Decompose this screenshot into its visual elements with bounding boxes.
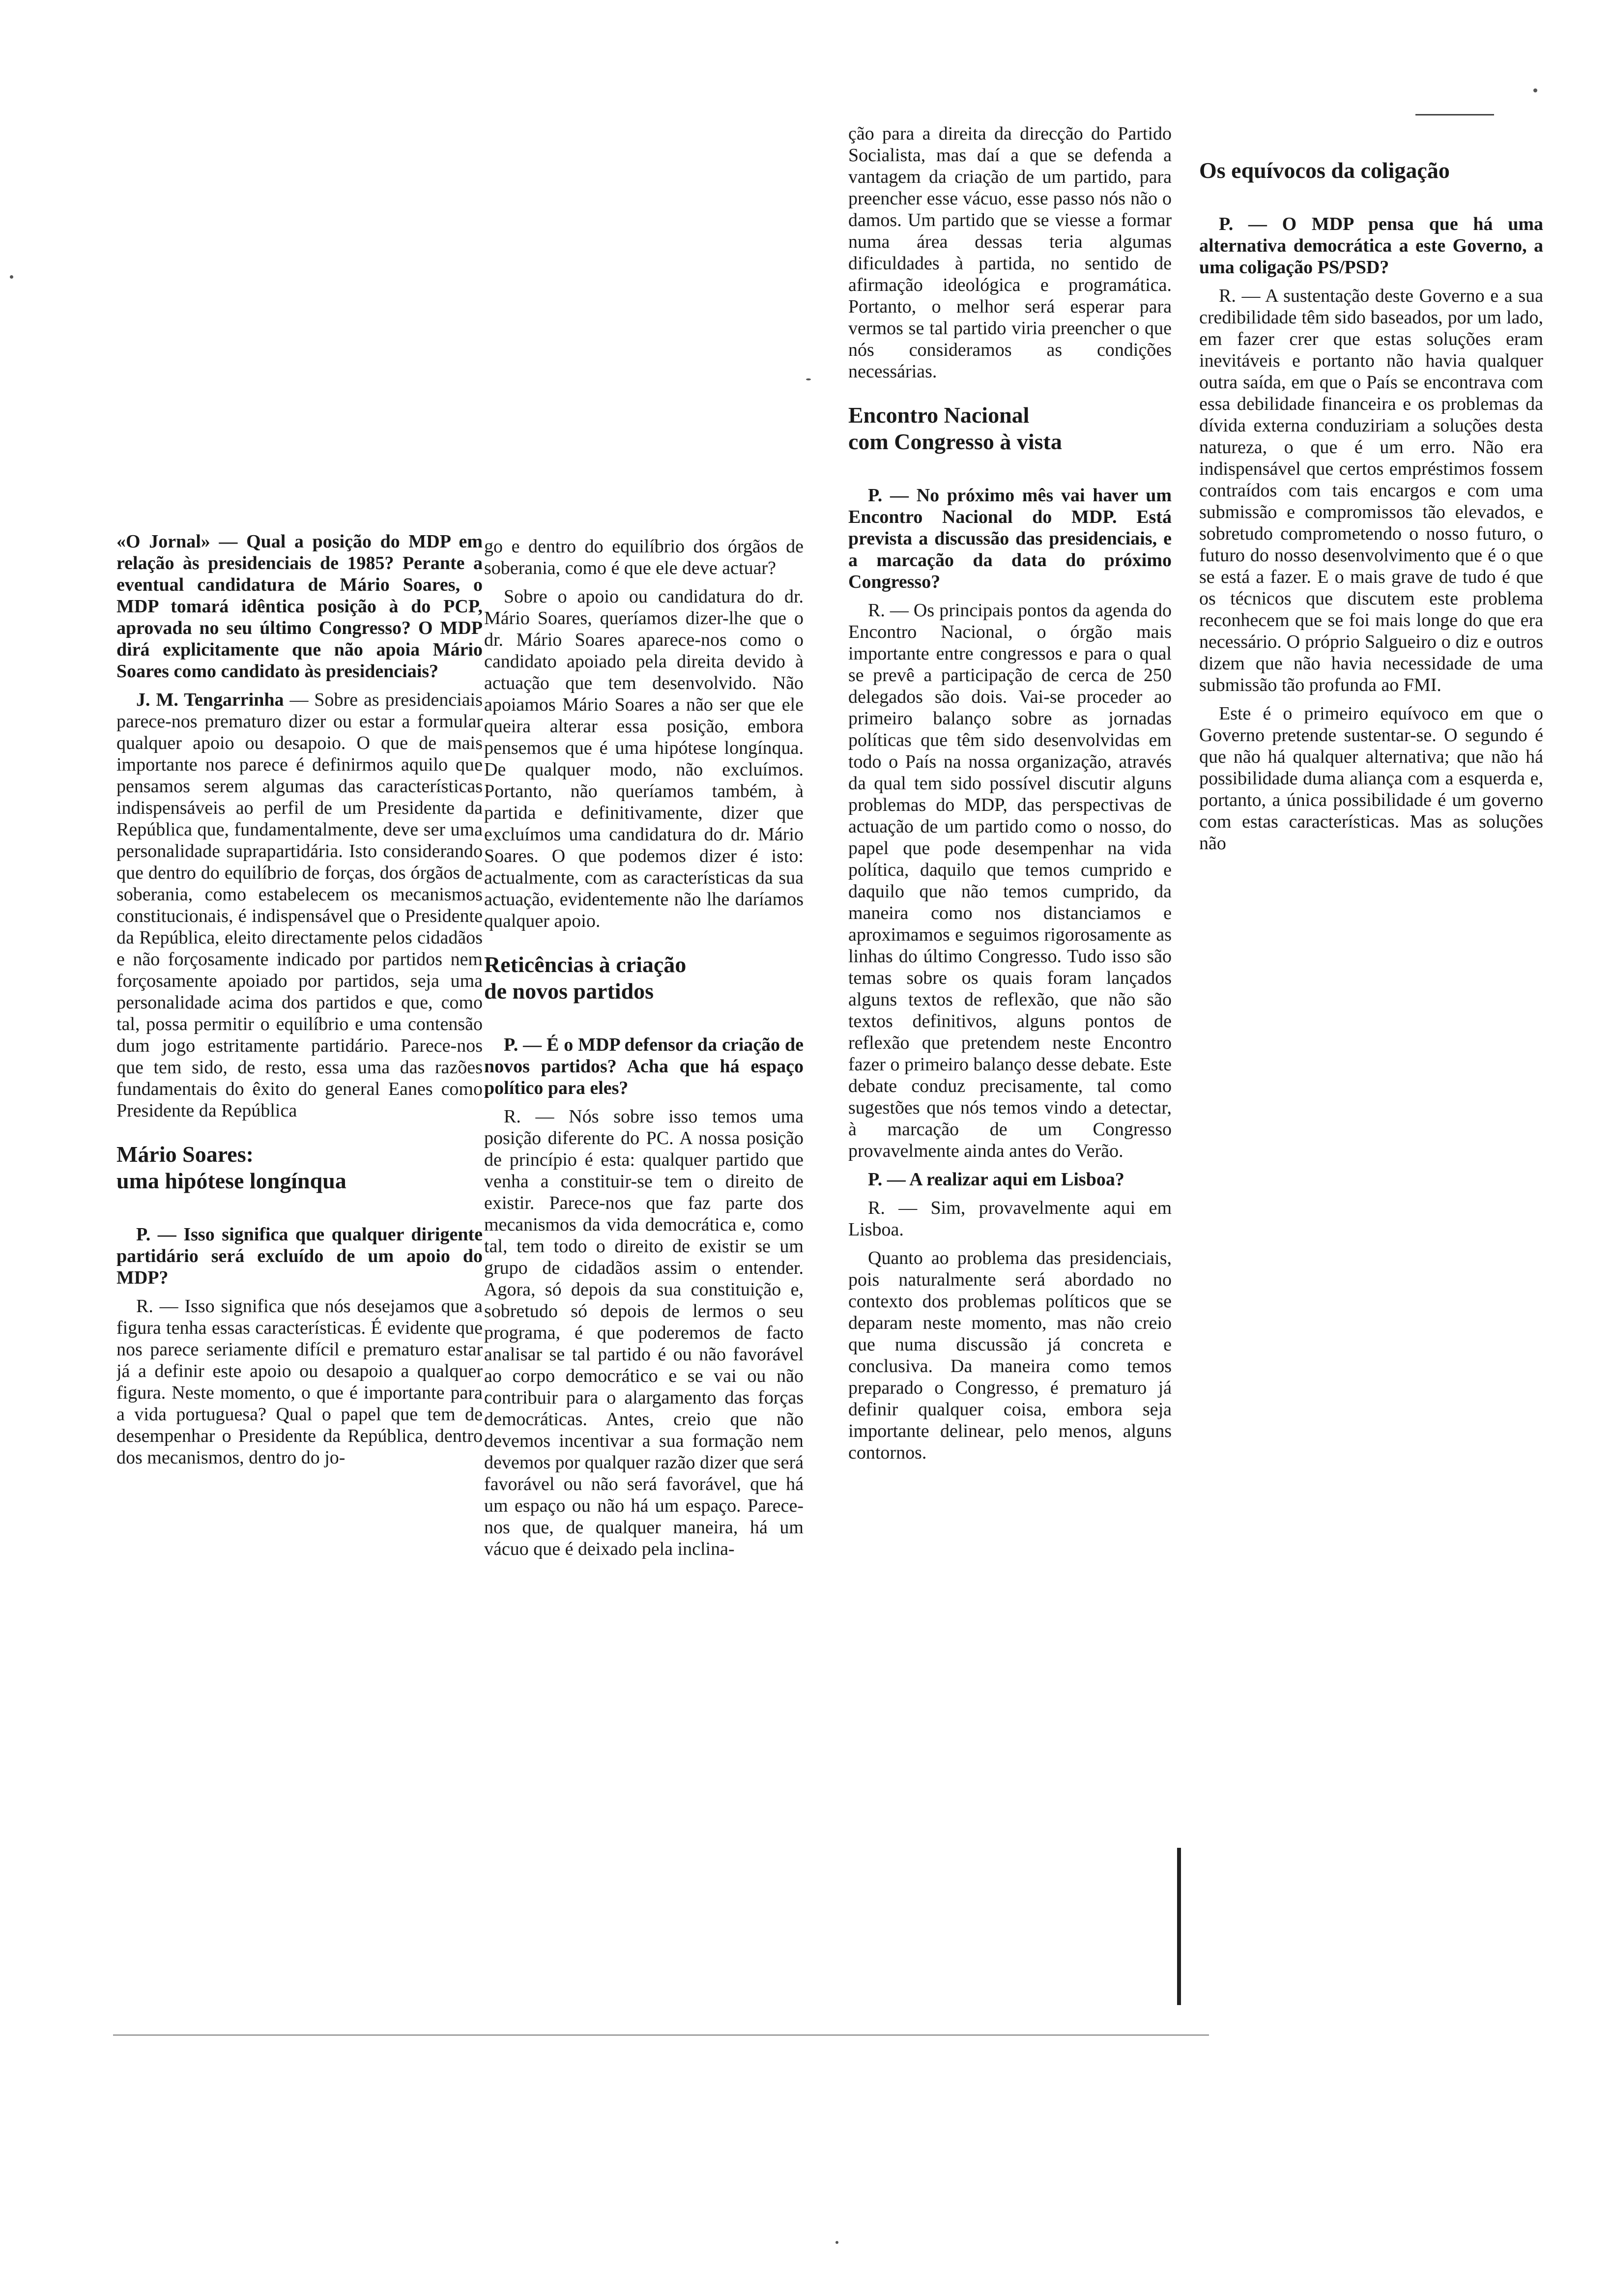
section-heading-mario-soares: Mário Soares: uma hipótese longínqua (116, 1142, 346, 1193)
question-paragraph: P. — Isso significa que qualquer dirigente partidário será excluído de um apoio do MDP? (116, 1224, 483, 1288)
scan-speck (806, 378, 811, 380)
question-paragraph: P. — O MDP pensa que há uma alternativa democrática a este Governo, a uma coligação PS/PSD? (1199, 214, 1543, 278)
scan-speck (835, 2241, 838, 2244)
answer-paragraph: R. — Isso significa que nós desejamos que a figura tenha essas características. É evidente que nos parece seriamente difícil e prematuro estar já a definir este apoio ou desapoio a qualquer figura. Neste momento, o que é importante para a vida portuguesa? Qual o papel que tem de desempenhar o Presidente da República, dentro dos mecanismos, dentro do jo- (116, 1296, 483, 1468)
answer-paragraph: Sobre o apoio ou candidatura do dr. Mário Soares, queríamos dizer-lhe que o dr. Mário Soares aparece-nos como o candidato apoiado pela direita devido à actuação que tem desenvolvido. Não apoiamos Mário Soares a não ser que ele queira alterar essa posição, embora pensemos que é uma hipótese longínqua. De qualquer modo, não excluímos. Portanto, não queríamos também, à partida e definitivamente, dizer que excluímos uma candidatura do dr. Mário Soares. O que podemos dizer é isto: actualmente, com as características da sua actuação, evidentemente não lhe daríamos qualquer apoio. (484, 586, 804, 931)
answer-paragraph: Quanto ao problema das presidenciais, pois naturalmente será abordado no contexto dos problemas políticos que se deparam neste momento, mas não creio que numa discussão já concreta e conclusiva. Da maneira como temos preparado o Congresso, é prematuro já definir qualquer coisa, embora seja importante delinear, pelo menos, alguns contornos. (848, 1248, 1172, 1463)
section-heading-equivocos: Os equívocos da coligação (1199, 158, 1450, 183)
column-4 (1199, 138, 1543, 861)
intro-lead: «O Jornal» (116, 531, 210, 552)
answer-paragraph: R. — Nós sobre isso temos uma posição diferente do PC. A nossa posição de princípio é esta: qualquer partido que venha a constituir-se tem o direito de existir. Parece-nos que faz parte dos mecanismos da vida democrática e, como tal, tem todo o direito de existir se um grupo de cidadãos assim o entender. Agora, só depois da sua constituição e, sobretudo só depois de lermos o seu programa, é que poderemos de facto analisar se tal partido é ou não favorável ao corpo democrático e se vai ou não contribuir para o alargamento das forças democráticas. Antes, creio que não devemos incentivar a sua formação nem devemos por qualquer razão dizer que será favorável ou não será favorável, que há um espaço ou não há um espaço. Parece-nos que, de qualquer maneira, há um vácuo que é deixado pela inclina- (484, 1106, 804, 1559)
column-1 (116, 531, 483, 1475)
margin-mark (1177, 1848, 1181, 2005)
answer-speaker: J. M. Tengarrinha (136, 689, 284, 710)
answer-paragraph: R. — Os principais pontos da agenda do Encontro Nacional, o órgão mais importante entre congressos e para o qual se prevê a participação de cerca de 250 delegados são dois. Vai-se proceder ao primeiro balanço sobre as jornadas políticas que têm sido desenvolvidas em todo o País na nossa organização, através da qual tem sido possível discutir alguns problemas do MDP, das perspectivas de actuação de um partido como o nosso, do papel que pode desempenhar na vida política, daquilo que temos cumprido e daquilo que não temos cumprido, da maneira como nos distanciamos e aproximamos e seguimos rigorosamente as linhas do último Congresso. Tudo isso são temas sobre os quais foram lançados alguns textos de reflexão, que não são textos definitivos, alguns pontos de reflexão que pretendem neste Encontro fazer o primeiro balanço desse debate. Este debate conduz precisamente, tal como sugestões que nós temos vindo a detectar, à marcação de um Congresso provavelmente ainda antes do Verão. (848, 600, 1172, 1161)
answer-paragraph: R. — A sustentação deste Governo e a sua credibilidade têm sido baseados, por um lado, em fazer crer que estas soluções eram inevitáveis e portanto não havia qualquer outra saída, em que o País se encontrava com essa debilidade financeira e os problemas da dívida externa conduziriam a soluções desta natureza, o que é um erro. Não era indispensável que certos empréstimos fossem contraídos com tais encargos e com uma submissão e compromissos tão elevados, e sobretudo comprometendo o nosso futuro, o futuro do nosso desenvolvimento que é o que se está a fazer. E o mais grave de tudo é que os técnicos que discutem este problema reconhecem que se foi mais longe do que era necessário. O próprio Salgueiro o diz e outros dizem que não havia necessidade de uma submissão tão profunda ao FMI. (1199, 286, 1543, 695)
question-paragraph: P. — No próximo mês vai haver um Encontro Nacional do MDP. Está prevista a discussão das presidenciais, e a marcação da data do próximo Congresso? (848, 485, 1172, 592)
section-heading-encontro-nacional: Encontro Nacional com Congresso à vista (848, 402, 1062, 454)
scan-speck (10, 275, 13, 279)
top-rule (1415, 114, 1494, 115)
question-paragraph: P. — É o MDP defensor da criação de novos partidos? Acha que há espaço político para eles? (484, 1034, 804, 1098)
answer-paragraph: Este é o primeiro equívoco em que o Governo pretende sustentar-se. O segundo é que não há qualquer alternativa; que não há possibilidade duma aliança com a esquerda e, portanto, a única possibilidade é um governo com estas características. Mas as soluções não (1199, 703, 1543, 854)
column-2 (484, 536, 804, 1567)
answer-continuation: ção para a direita da direcção do Partido Socialista, mas daí a que se defenda a vantagem da criação de um partido, para preencher esse vácuo, esse passo nós não o damos. Um partido que se viesse a formar numa área dessas teria algumas dificuldades à partida, no sentido de afirmação ideológica e programática. Portanto, o melhor será esperar para vermos se tal partido viria preencher o que nós consideramos as condições necessárias. (848, 123, 1172, 382)
answer-paragraph (116, 689, 483, 1121)
bottom-rule (113, 2035, 1209, 2036)
section-heading-novos-partidos: Reticências à criação de novos partidos (484, 952, 687, 1004)
intro-question (116, 531, 483, 682)
intro-question-text: — Qual a posição do MDP em relação às presidenciais de 1985? Perante a eventual candidatura de Mário Soares, o MDP tomará idêntica posição à do PCP, aprovada no seu último Congresso? O MDP dirá explicitamente que não apoia Mário Soares como candidato às presidenciais? (116, 531, 483, 682)
question-paragraph: P. — A realizar aqui em Lisboa? (868, 1169, 1124, 1190)
answer-text: — Sobre as presidenciais parece-nos prematuro dizer ou estar a formular qualquer apoio ou desapoio. O que de mais importante nos parece é definirmos aquilo que pensamos serem algumas das características indispensáveis ao perfil de um Presidente da República que, fundamentalmente, deve ser uma personalidade suprapartidária. Isto considerando que dentro do equilíbrio de forças, dos órgãos de soberania, como estabelecem os mecanismos constitucionais, é indispensável que o Presidente da República, eleito directamente pelos cidadãos e não forçosamente indicado por partidos nem forçosamente apoiado por partidos, seja uma personalidade acima dos partidos e que, como tal, possa permitir o equilíbrio e uma contensão dum jogo estritamente partidário. Parece-nos que tem sido, de resto, essa uma das razões fundamentais do êxito do general Eanes como Presidente da República (116, 689, 483, 1121)
scan-speck (1533, 88, 1537, 92)
answer-paragraph: R. — Sim, provavelmente aqui em Lisboa. (848, 1198, 1172, 1240)
answer-continuation: go e dentro do equilíbrio dos órgãos de soberania, como é que ele deve actuar? (484, 536, 804, 578)
column-3 (848, 123, 1172, 1470)
